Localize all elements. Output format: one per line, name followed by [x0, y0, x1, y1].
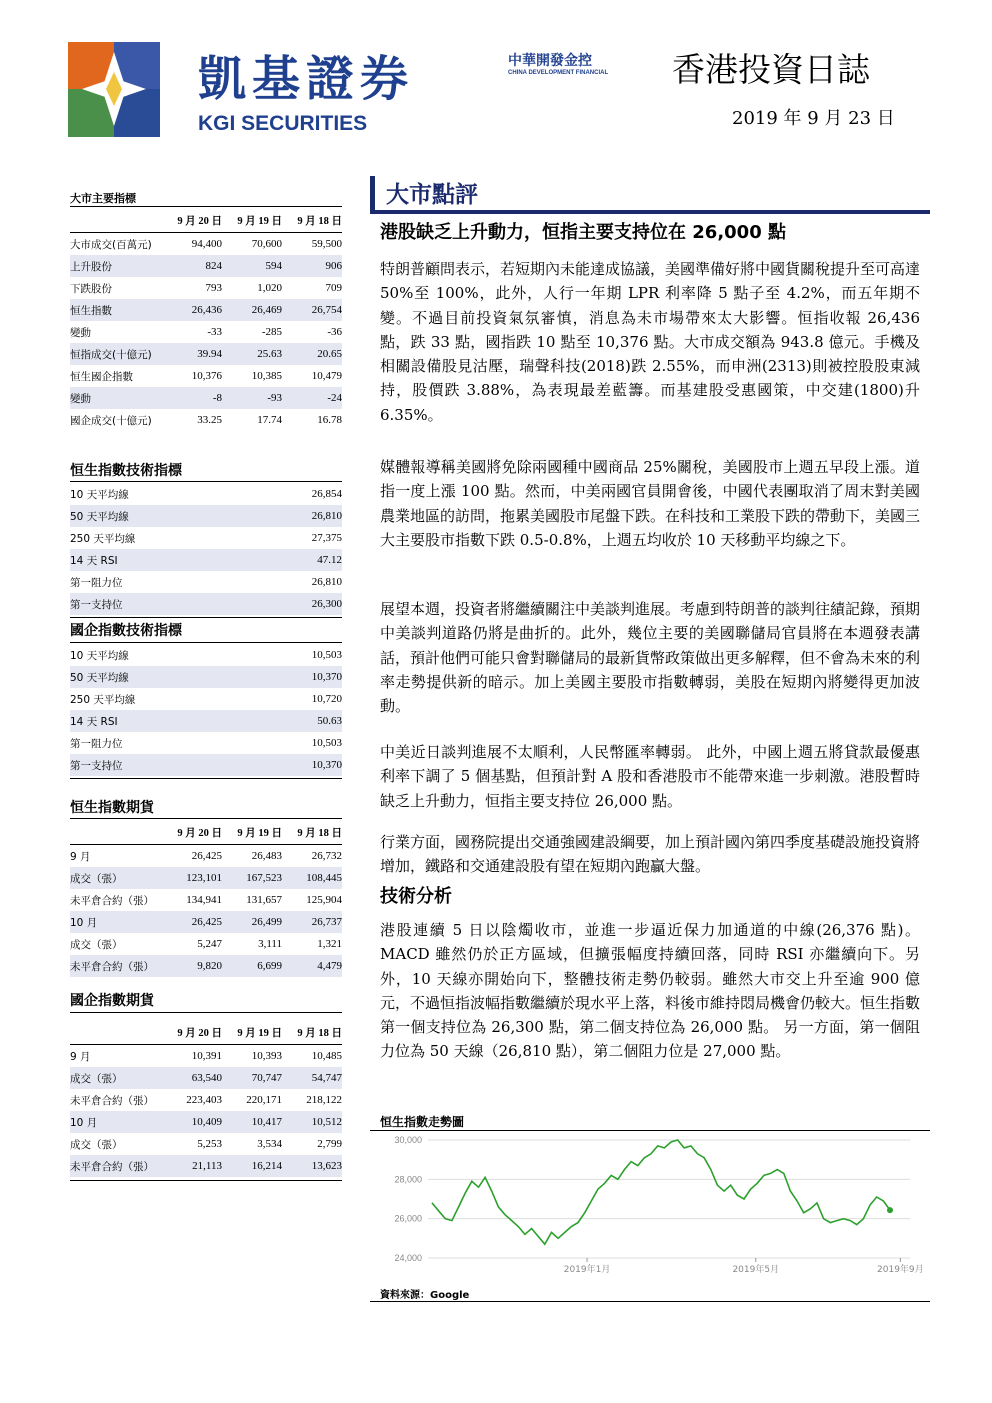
- table-row: 恒指成交(十億元) 39.94 25.63 20.65: [70, 343, 342, 365]
- paragraph: 媒體報導稱美國將免除兩國種中國商品 25%關稅，美國股市上週五早段上漲。道指一度上漲 100 點。然而，中美兩國官員開會後，中國代表團取消了周末對美國農業地區的訪問，拖累美國股市尾盤下跌。在科技和工業股下跌的帶動下，美國三大主要股市指數下跌 0.5-0.8%，上週五均收於 10 天移動平均線之下。: [380, 458, 921, 549]
- kgi-logo: [68, 42, 160, 137]
- table-row: 變動 -8 -93 -24: [70, 387, 342, 409]
- paragraph: 中美近日談判進展不太順利，人民幣匯率轉弱。 此外，中國上週五將貸款最優惠利率下調了 5 個基點，但預計對 A 股和香港股市不能帶來進一步刺激。港股暫時缺乏上升動力，恒指主要支持位 26,000 點。: [380, 743, 920, 810]
- table-row: 9 月 10,391 10,393 10,485: [70, 1050, 342, 1063]
- hsi-tech-table: [70, 483, 342, 615]
- section-rule: [370, 210, 930, 214]
- table-row: 250 天平均線 10,720: [70, 693, 342, 706]
- table-row: 成交（張） 5,247 3,111 1,321: [70, 938, 342, 951]
- table-row: 10 月 26,425 26,499 26,737: [70, 911, 342, 933]
- table-row: 成交（張） 5,253 3,534 2,799: [70, 1138, 342, 1151]
- col-header: 9 月 18 日: [282, 208, 342, 233]
- table-row: 恒生指數 26,436 26,469 26,754: [70, 299, 342, 321]
- x-tick-label: 2019年5月: [732, 1265, 780, 1275]
- table-row: 變動 -33 -285 -36: [70, 326, 342, 339]
- table-row: 第一支持位 26,300: [70, 593, 342, 615]
- table-row: 14 天 RSI 47.12: [70, 549, 342, 571]
- table-row: 成交（張） 123,101 167,523 108,445: [70, 867, 342, 889]
- hscei-tech-table: [70, 644, 342, 776]
- chart-source: 資料來源：Google: [380, 1290, 470, 1301]
- col-header: 9 月 20 日: [162, 1020, 222, 1045]
- hscei-futures-table: [70, 1020, 342, 1177]
- paragraph: 展望本週，投資者將繼續關注中美談判進展。考慮到特朗普的談判往績記錄，預期中美談判道路仍將是曲折的。此外，幾位主要的美國聯儲局官員將在本週發表講話，預計他們可能只會對聯儲局的最新貨幣政策做出更多解釋，但不會為未來的利率走勢提供新的暗示。加上美國主要股市指數轉弱，美股在短期內將變得更加波動。: [380, 600, 921, 716]
- brand-name-en: KGI SECURITIES: [198, 112, 368, 135]
- table-row: 上升股份 824 594 906: [70, 255, 342, 277]
- table-row: 成交（張） 63,540 70,747 54,747: [70, 1067, 342, 1089]
- section-marker: [370, 176, 375, 210]
- hsi-line-chart: [370, 1132, 930, 1280]
- col-header: 9 月 18 日: [282, 1020, 342, 1045]
- table-row: 250 天平均線 27,375: [70, 532, 342, 545]
- table-row: 第一阻力位 26,810: [70, 576, 342, 589]
- chart-title: 恒生指數走勢圖: [380, 1115, 465, 1129]
- x-tick-label: 2019年1月: [563, 1265, 611, 1275]
- table-row: 大市成交(百萬元) 94,400 70,600 59,500: [70, 238, 342, 251]
- hsi-tech-title: 恒生指數技術指標: [70, 463, 182, 479]
- document-date: 2019 年 9 月 23 日: [732, 108, 895, 129]
- section-title: 大市點評: [386, 182, 478, 208]
- table-row: 未平倉合約（張） 134,941 131,657 125,904: [70, 894, 342, 907]
- table-row: 恒生國企指數 10,376 10,385 10,479: [70, 370, 342, 383]
- x-tick-label: 2019年9月: [877, 1265, 924, 1275]
- hscei-tech-title: 國企指數技術指標: [70, 623, 182, 639]
- table-row: 未平倉合約（張） 21,113 16,214 13,623: [70, 1155, 342, 1177]
- col-header: 9 月 19 日: [222, 1020, 282, 1045]
- table-row: 14 天 RSI 50.63: [70, 710, 342, 732]
- col-header: 9 月 18 日: [282, 820, 342, 845]
- y-tick-label: 30,000: [394, 1135, 422, 1145]
- chart-top-rule: [370, 1130, 930, 1131]
- tech-analysis-title: 技術分析: [380, 886, 452, 907]
- col-header: 9 月 19 日: [222, 208, 282, 233]
- table-row: 9 月 26,425 26,483 26,732: [70, 850, 342, 863]
- col-header: 9 月 20 日: [162, 208, 222, 233]
- last-point-marker: [887, 1207, 893, 1213]
- table-row: 10 天平均線 10,503: [70, 649, 342, 662]
- table-row: 未平倉合約（張） 223,403 220,171 218,122: [70, 1094, 342, 1107]
- table-row: 第一阻力位 10,503: [70, 737, 342, 750]
- paragraph: 特朗普顧問表示，若短期內未能達成協議，美國準備好將中國貨關稅提升至可高達 50%至 100%，此外，人行一年期 LPR 利率降 5 點子至 4.2%，而五年期不變。不過目前投資氣氛審慎，消息為未市場帶來太大影響。恒指收報 26,436 點，跌 33 點，國指跌 10 點至 10,376 點。大市成交額為 943.8 億元。手機及相關設備股見沽壓，瑞聲科技(2018)跌 2.55%，而申洲(2313)則被控股股東減持，股價跌 3.88%，為表現最差藍籌。而基建股受惠國策，中交建(1800)升 6.35%。: [380, 260, 921, 424]
- table-row: 下跌股份 793 1,020 709: [70, 282, 342, 295]
- table-row: 10 月 10,409 10,417 10,512: [70, 1111, 342, 1133]
- hscei-futures-title: 國企指數期貨: [70, 993, 154, 1009]
- parent-company-en: CHINA DEVELOPMENT FINANCIAL: [508, 70, 609, 76]
- parent-company-zh: 中華開發金控: [508, 53, 592, 69]
- brand-name-zh: 凱基證券: [198, 51, 415, 107]
- series-line: [432, 1140, 890, 1244]
- paragraph: 行業方面，國務院提出交通強國建設綱要，加上預計國內第四季度基礎設施投資將增加，鐵路和交通建設股有望在短期內跑贏大盤。: [380, 833, 921, 876]
- col-header: 9 月 19 日: [222, 820, 282, 845]
- hsi-futures-title: 恒生指數期貨: [70, 800, 154, 816]
- headline: 港股缺乏上升動力，恒指主要支持位在 26,000 點: [380, 222, 786, 243]
- tech-analysis-paragraph: 港股連續 5 日以陰燭收市，並進一步逼近保力加通道的中線(26,376 點)。MACD 雖然仍於正方區域，但擴張幅度持續回落，同時 RSI 亦繼續向下。另外，10 天線亦開始向下，整體技術走勢仍較弱。雖然大市交上升至逾 900 億元，不過恒指波幅指數繼續於現水平上落，料後市維持悶局機會仍較大。恒生指數第一個支持位為 26,300 點，第二個支持位為 26,000 點。 另一方面，第一個阻力位為 50 天線（26,810 點），第二個阻力位是 27,000 點。: [380, 921, 921, 1061]
- document-title: 香港投資日誌: [672, 50, 870, 89]
- table-row: 50 天平均線 10,370: [70, 666, 342, 688]
- market-table-title: 大市主要指標: [70, 192, 136, 205]
- table-row: 第一支持位 10,370: [70, 754, 342, 776]
- y-tick-label: 24,000: [394, 1253, 422, 1263]
- col-header: 9 月 20 日: [162, 820, 222, 845]
- table-row: 50 天平均線 26,810: [70, 505, 342, 527]
- table-row: 未平倉合約（張） 9,820 6,699 4,479: [70, 955, 342, 977]
- hsi-futures-table: [70, 820, 342, 977]
- chart-bottom-rule: [370, 1301, 930, 1302]
- table-row: 10 天平均線 26,854: [70, 488, 342, 501]
- y-tick-label: 28,000: [394, 1174, 422, 1185]
- y-tick-label: 26,000: [394, 1213, 422, 1224]
- market-table: [70, 208, 342, 431]
- table-row: 國企成交(十億元) 33.25 17.74 16.78: [70, 414, 342, 427]
